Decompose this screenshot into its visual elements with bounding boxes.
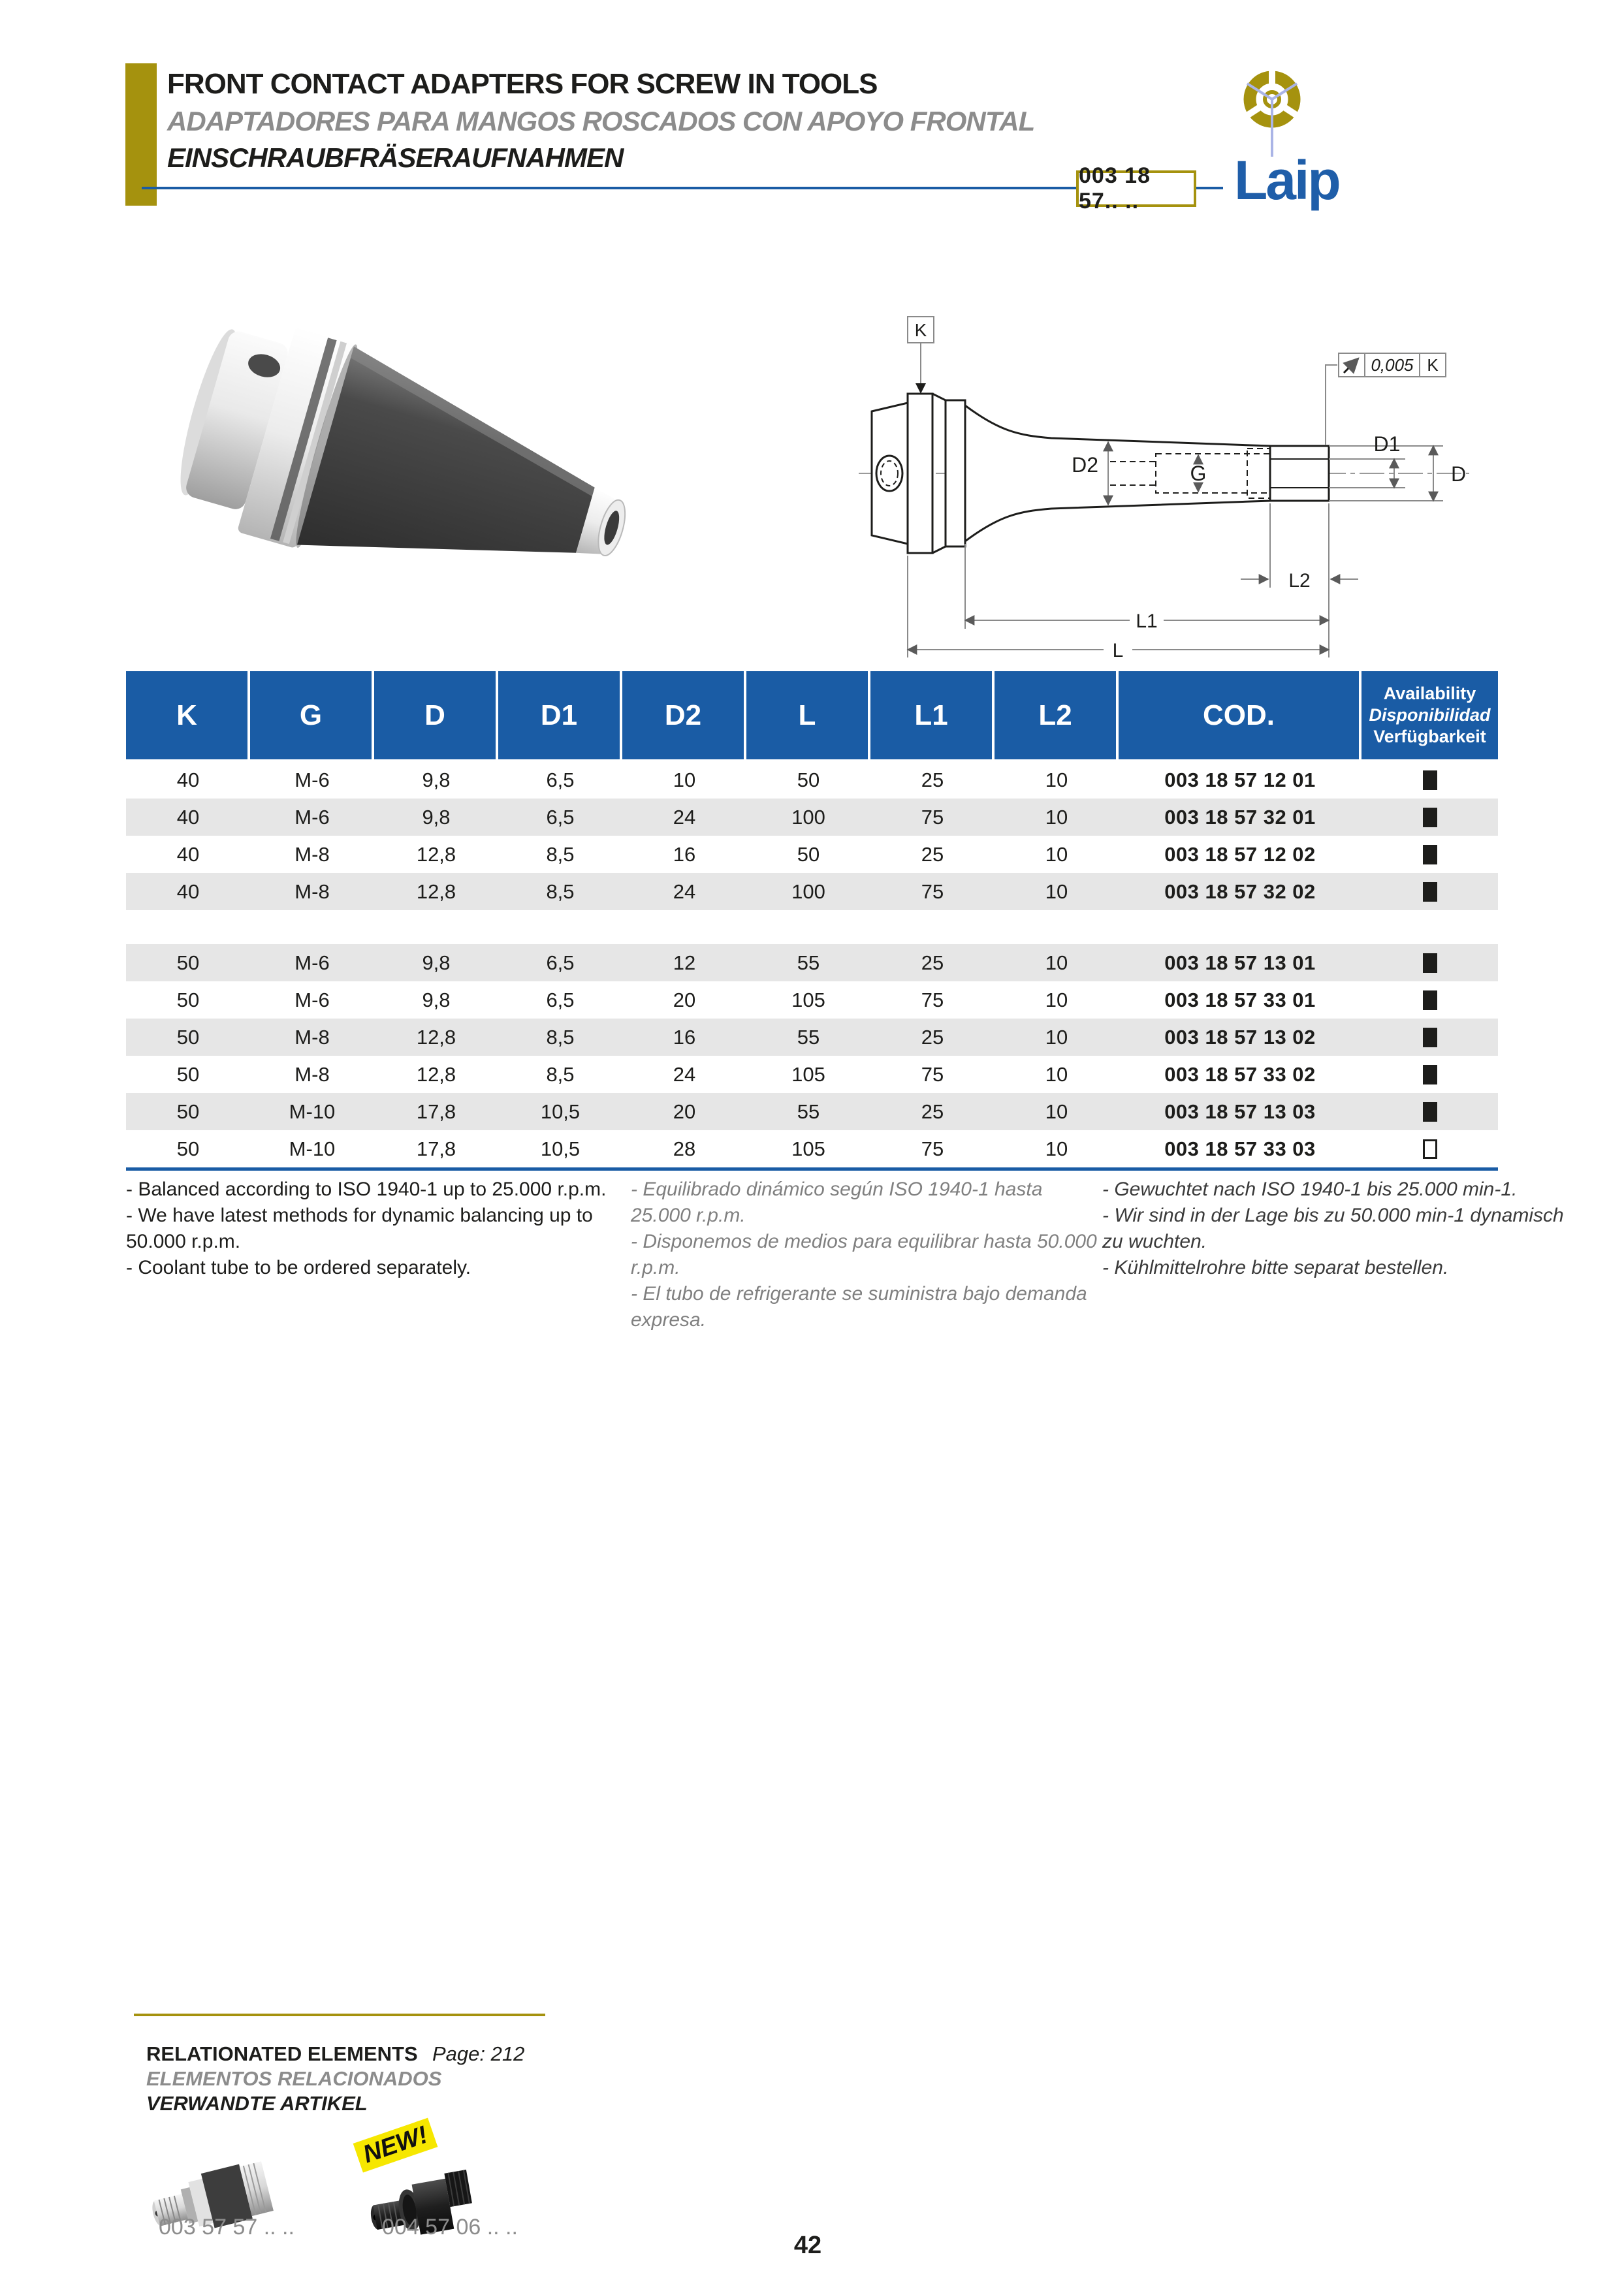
dim-label-g: G bbox=[1190, 462, 1207, 485]
column-header-d1: D1 bbox=[498, 671, 622, 759]
cell-k: 50 bbox=[176, 1062, 200, 1086]
cell-l2: 10 bbox=[1045, 768, 1068, 791]
table-row bbox=[126, 873, 1498, 910]
cell-d: 12,8 bbox=[416, 842, 456, 866]
table-header-row bbox=[126, 671, 1498, 759]
cell-d1: 6,5 bbox=[546, 805, 575, 829]
page-title: FRONT CONTACT ADAPTERS FOR SCREW IN TOOLS bbox=[167, 68, 878, 100]
cell-l: 55 bbox=[797, 1025, 820, 1049]
note-line: - Kühlmittelrohre bitte separat bestellen. bbox=[1102, 1257, 1449, 1278]
cell-d2: 20 bbox=[673, 988, 696, 1011]
cell-cod: 003 18 57 13 01 bbox=[1164, 951, 1316, 974]
cell-d: 9,8 bbox=[422, 988, 451, 1011]
cell-d1: 8,5 bbox=[546, 842, 575, 866]
header-divider bbox=[142, 187, 1223, 189]
cell-d1: 6,5 bbox=[546, 768, 575, 791]
availability-header-en: Availability bbox=[1383, 684, 1476, 703]
availability-header-es: Disponibilidad bbox=[1369, 705, 1491, 725]
cell-d: 9,8 bbox=[422, 768, 451, 791]
cell-g: M-6 bbox=[295, 951, 330, 974]
cell-l1: 75 bbox=[921, 1137, 944, 1160]
related-product-code: 003 57 57 .. .. bbox=[159, 2215, 295, 2240]
cell-l: 100 bbox=[791, 879, 825, 903]
technical-drawing bbox=[842, 297, 1561, 673]
cell-g: M-8 bbox=[295, 1062, 330, 1086]
note-line: - We have latest methods for dynamic balancing up to 50.000 r.p.m. bbox=[126, 1205, 593, 1252]
dim-label-d: D bbox=[1451, 462, 1467, 486]
cell-cod: 003 18 57 33 02 bbox=[1164, 1062, 1316, 1086]
column-header-k: K bbox=[126, 671, 250, 759]
availability-square bbox=[1423, 1139, 1437, 1159]
cell-d: 12,8 bbox=[416, 879, 456, 903]
column-header-l: L bbox=[746, 671, 870, 759]
related-title: RELATIONATED ELEMENTS bbox=[146, 2042, 418, 2065]
availability-square bbox=[1423, 953, 1437, 973]
dim-label-l: L bbox=[1112, 640, 1124, 661]
cell-g: M-6 bbox=[295, 988, 330, 1011]
cell-l1: 75 bbox=[921, 805, 944, 829]
column-header-availability bbox=[1361, 671, 1498, 759]
page-title-german: EINSCHRAUBFRÄSERAUFNAHMEN bbox=[167, 142, 624, 173]
cell-g: M-6 bbox=[295, 768, 330, 791]
laip-logo-text: Laip bbox=[1234, 150, 1339, 211]
cell-d: 9,8 bbox=[422, 805, 451, 829]
cell-l1: 25 bbox=[921, 1100, 944, 1123]
dim-label-d1: D1 bbox=[1373, 432, 1401, 456]
table-row bbox=[126, 799, 1498, 836]
availability-square bbox=[1423, 1102, 1437, 1122]
table-row bbox=[126, 761, 1498, 799]
cell-l2: 10 bbox=[1045, 1025, 1068, 1049]
cell-k: 40 bbox=[176, 805, 200, 829]
table-row bbox=[126, 944, 1498, 981]
header-accent-bar bbox=[125, 63, 157, 206]
column-header-d: D bbox=[374, 671, 498, 759]
cell-l1: 75 bbox=[921, 879, 944, 903]
cell-l2: 10 bbox=[1045, 1100, 1068, 1123]
cell-d: 17,8 bbox=[416, 1137, 456, 1160]
cell-l1: 75 bbox=[921, 1062, 944, 1086]
column-header-d2: D2 bbox=[622, 671, 746, 759]
note-line: - Disponemos de medios para equilibrar hasta 50.000 r.p.m. bbox=[631, 1231, 1097, 1278]
product-code-box: 003 18 57.. .. bbox=[1076, 170, 1196, 207]
cell-l1: 75 bbox=[921, 988, 944, 1011]
cell-d: 12,8 bbox=[416, 1025, 456, 1049]
availability-square bbox=[1423, 808, 1437, 827]
cell-l1: 25 bbox=[921, 951, 944, 974]
cell-d1: 8,5 bbox=[546, 1025, 575, 1049]
cell-cod: 003 18 57 12 01 bbox=[1164, 768, 1316, 791]
cell-d2: 24 bbox=[673, 805, 696, 829]
cell-g: M-10 bbox=[289, 1100, 336, 1123]
related-page-ref: Page: 212 bbox=[432, 2042, 525, 2065]
cell-l1: 25 bbox=[921, 1025, 944, 1049]
cell-cod: 003 18 57 13 02 bbox=[1164, 1025, 1316, 1049]
table-row bbox=[126, 836, 1498, 873]
cell-d1: 10,5 bbox=[540, 1137, 581, 1160]
cell-l: 50 bbox=[797, 842, 820, 866]
cell-l: 50 bbox=[797, 768, 820, 791]
cell-l: 55 bbox=[797, 1100, 820, 1123]
cell-d1: 6,5 bbox=[546, 951, 575, 974]
cell-k: 50 bbox=[176, 951, 200, 974]
cell-l2: 10 bbox=[1045, 879, 1068, 903]
cell-cod: 003 18 57 32 01 bbox=[1164, 805, 1316, 829]
cell-l: 55 bbox=[797, 951, 820, 974]
related-product-code: 004 57 06 .. .. bbox=[382, 2215, 518, 2240]
dim-label-d2: D2 bbox=[1072, 453, 1098, 477]
table-row bbox=[126, 1019, 1498, 1056]
cell-d: 17,8 bbox=[416, 1100, 456, 1123]
cell-l2: 10 bbox=[1045, 805, 1068, 829]
table-row bbox=[126, 1093, 1498, 1130]
cell-d2: 16 bbox=[673, 1025, 696, 1049]
related-title-german: VERWANDTE ARTIKEL bbox=[146, 2092, 368, 2115]
cell-l: 105 bbox=[791, 988, 825, 1011]
related-divider bbox=[134, 2014, 545, 2016]
cell-l: 105 bbox=[791, 1137, 825, 1160]
cell-d: 9,8 bbox=[422, 951, 451, 974]
availability-square bbox=[1423, 770, 1437, 790]
column-header-cod: COD. bbox=[1119, 671, 1361, 759]
cell-cod: 003 18 57 33 01 bbox=[1164, 988, 1316, 1011]
tolerance-value: 0,005 bbox=[1371, 355, 1414, 375]
cell-d1: 8,5 bbox=[546, 879, 575, 903]
cell-l: 105 bbox=[791, 1062, 825, 1086]
laip-logo bbox=[1233, 65, 1350, 215]
cell-g: M-6 bbox=[295, 805, 330, 829]
notes-english bbox=[126, 1177, 629, 1281]
cell-l2: 10 bbox=[1045, 988, 1068, 1011]
cell-g: M-8 bbox=[295, 879, 330, 903]
availability-square bbox=[1423, 1028, 1437, 1047]
cell-d2: 24 bbox=[673, 879, 696, 903]
dim-label-l2: L2 bbox=[1288, 570, 1311, 592]
table-group-gap bbox=[126, 910, 1498, 944]
table-row bbox=[126, 981, 1498, 1019]
page-title-spanish: ADAPTADORES PARA MANGOS ROSCADOS CON APOYO FRONTAL bbox=[167, 106, 1035, 136]
cell-d1: 10,5 bbox=[540, 1100, 581, 1123]
cell-cod: 003 18 57 13 03 bbox=[1164, 1100, 1316, 1123]
cell-cod: 003 18 57 32 02 bbox=[1164, 879, 1316, 903]
note-line: - El tubo de refrigerante se suministra bajo demanda expresa. bbox=[631, 1283, 1087, 1331]
note-line: - Balanced according to ISO 1940-1 up to 25.000 r.p.m. bbox=[126, 1179, 607, 1200]
cell-d2: 28 bbox=[673, 1137, 696, 1160]
cell-g: M-8 bbox=[295, 842, 330, 866]
table-row bbox=[126, 1130, 1498, 1167]
availability-header-de: Verfügbarkeit bbox=[1373, 727, 1486, 746]
cell-k: 40 bbox=[176, 842, 200, 866]
cell-l2: 10 bbox=[1045, 951, 1068, 974]
cell-cod: 003 18 57 12 02 bbox=[1164, 842, 1316, 866]
note-line: - Wir sind in der Lage bis zu 50.000 min-1 dynamisch zu wuchten. bbox=[1102, 1205, 1564, 1252]
cell-g: M-8 bbox=[295, 1025, 330, 1049]
dim-label-l1: L1 bbox=[1136, 610, 1158, 632]
cell-l1: 25 bbox=[921, 768, 944, 791]
datum-label: K bbox=[914, 320, 927, 340]
cell-k: 50 bbox=[176, 1137, 200, 1160]
column-header-l2: L2 bbox=[995, 671, 1119, 759]
cell-d2: 16 bbox=[673, 842, 696, 866]
cell-k: 50 bbox=[176, 1025, 200, 1049]
related-title-spanish: ELEMENTOS RELACIONADOS bbox=[146, 2067, 442, 2090]
cell-d2: 24 bbox=[673, 1062, 696, 1086]
dimensions-table bbox=[126, 671, 1498, 1171]
cell-d1: 8,5 bbox=[546, 1062, 575, 1086]
cell-d2: 10 bbox=[673, 768, 696, 791]
tolerance-datum: K bbox=[1427, 355, 1439, 375]
page-number: 42 bbox=[793, 2232, 822, 2259]
cell-l2: 10 bbox=[1045, 1062, 1068, 1086]
cell-d2: 12 bbox=[673, 951, 696, 974]
cell-l1: 25 bbox=[921, 842, 944, 866]
availability-square bbox=[1423, 1065, 1437, 1084]
cell-l2: 10 bbox=[1045, 842, 1068, 866]
notes-spanish bbox=[631, 1177, 1098, 1333]
cell-d: 12,8 bbox=[416, 1062, 456, 1086]
cell-g: M-10 bbox=[289, 1137, 336, 1160]
cell-l: 100 bbox=[791, 805, 825, 829]
availability-square bbox=[1423, 845, 1437, 864]
cell-cod: 003 18 57 33 03 bbox=[1164, 1137, 1316, 1160]
note-line: - Coolant tube to be ordered separately. bbox=[126, 1257, 471, 1278]
table-row bbox=[126, 1056, 1498, 1093]
availability-square bbox=[1423, 882, 1437, 902]
cell-k: 40 bbox=[176, 768, 200, 791]
column-header-l1: L1 bbox=[870, 671, 995, 759]
cell-k: 50 bbox=[176, 988, 200, 1011]
availability-square bbox=[1423, 990, 1437, 1010]
cell-d2: 20 bbox=[673, 1100, 696, 1123]
product-photo-3d bbox=[163, 307, 738, 637]
cell-d1: 6,5 bbox=[546, 988, 575, 1011]
notes-german bbox=[1102, 1177, 1566, 1281]
note-line: - Gewuchtet nach ISO 1940-1 bis 25.000 min-1. bbox=[1102, 1179, 1518, 1200]
related-product-photo-2 bbox=[366, 2155, 490, 2256]
note-line: - Equilibrado dinámico según ISO 1940-1 hasta 25.000 r.p.m. bbox=[631, 1179, 1043, 1226]
cell-l2: 10 bbox=[1045, 1137, 1068, 1160]
cell-k: 40 bbox=[176, 879, 200, 903]
new-badge: NEW! bbox=[353, 2118, 438, 2173]
column-header-g: G bbox=[250, 671, 374, 759]
cell-k: 50 bbox=[176, 1100, 200, 1123]
